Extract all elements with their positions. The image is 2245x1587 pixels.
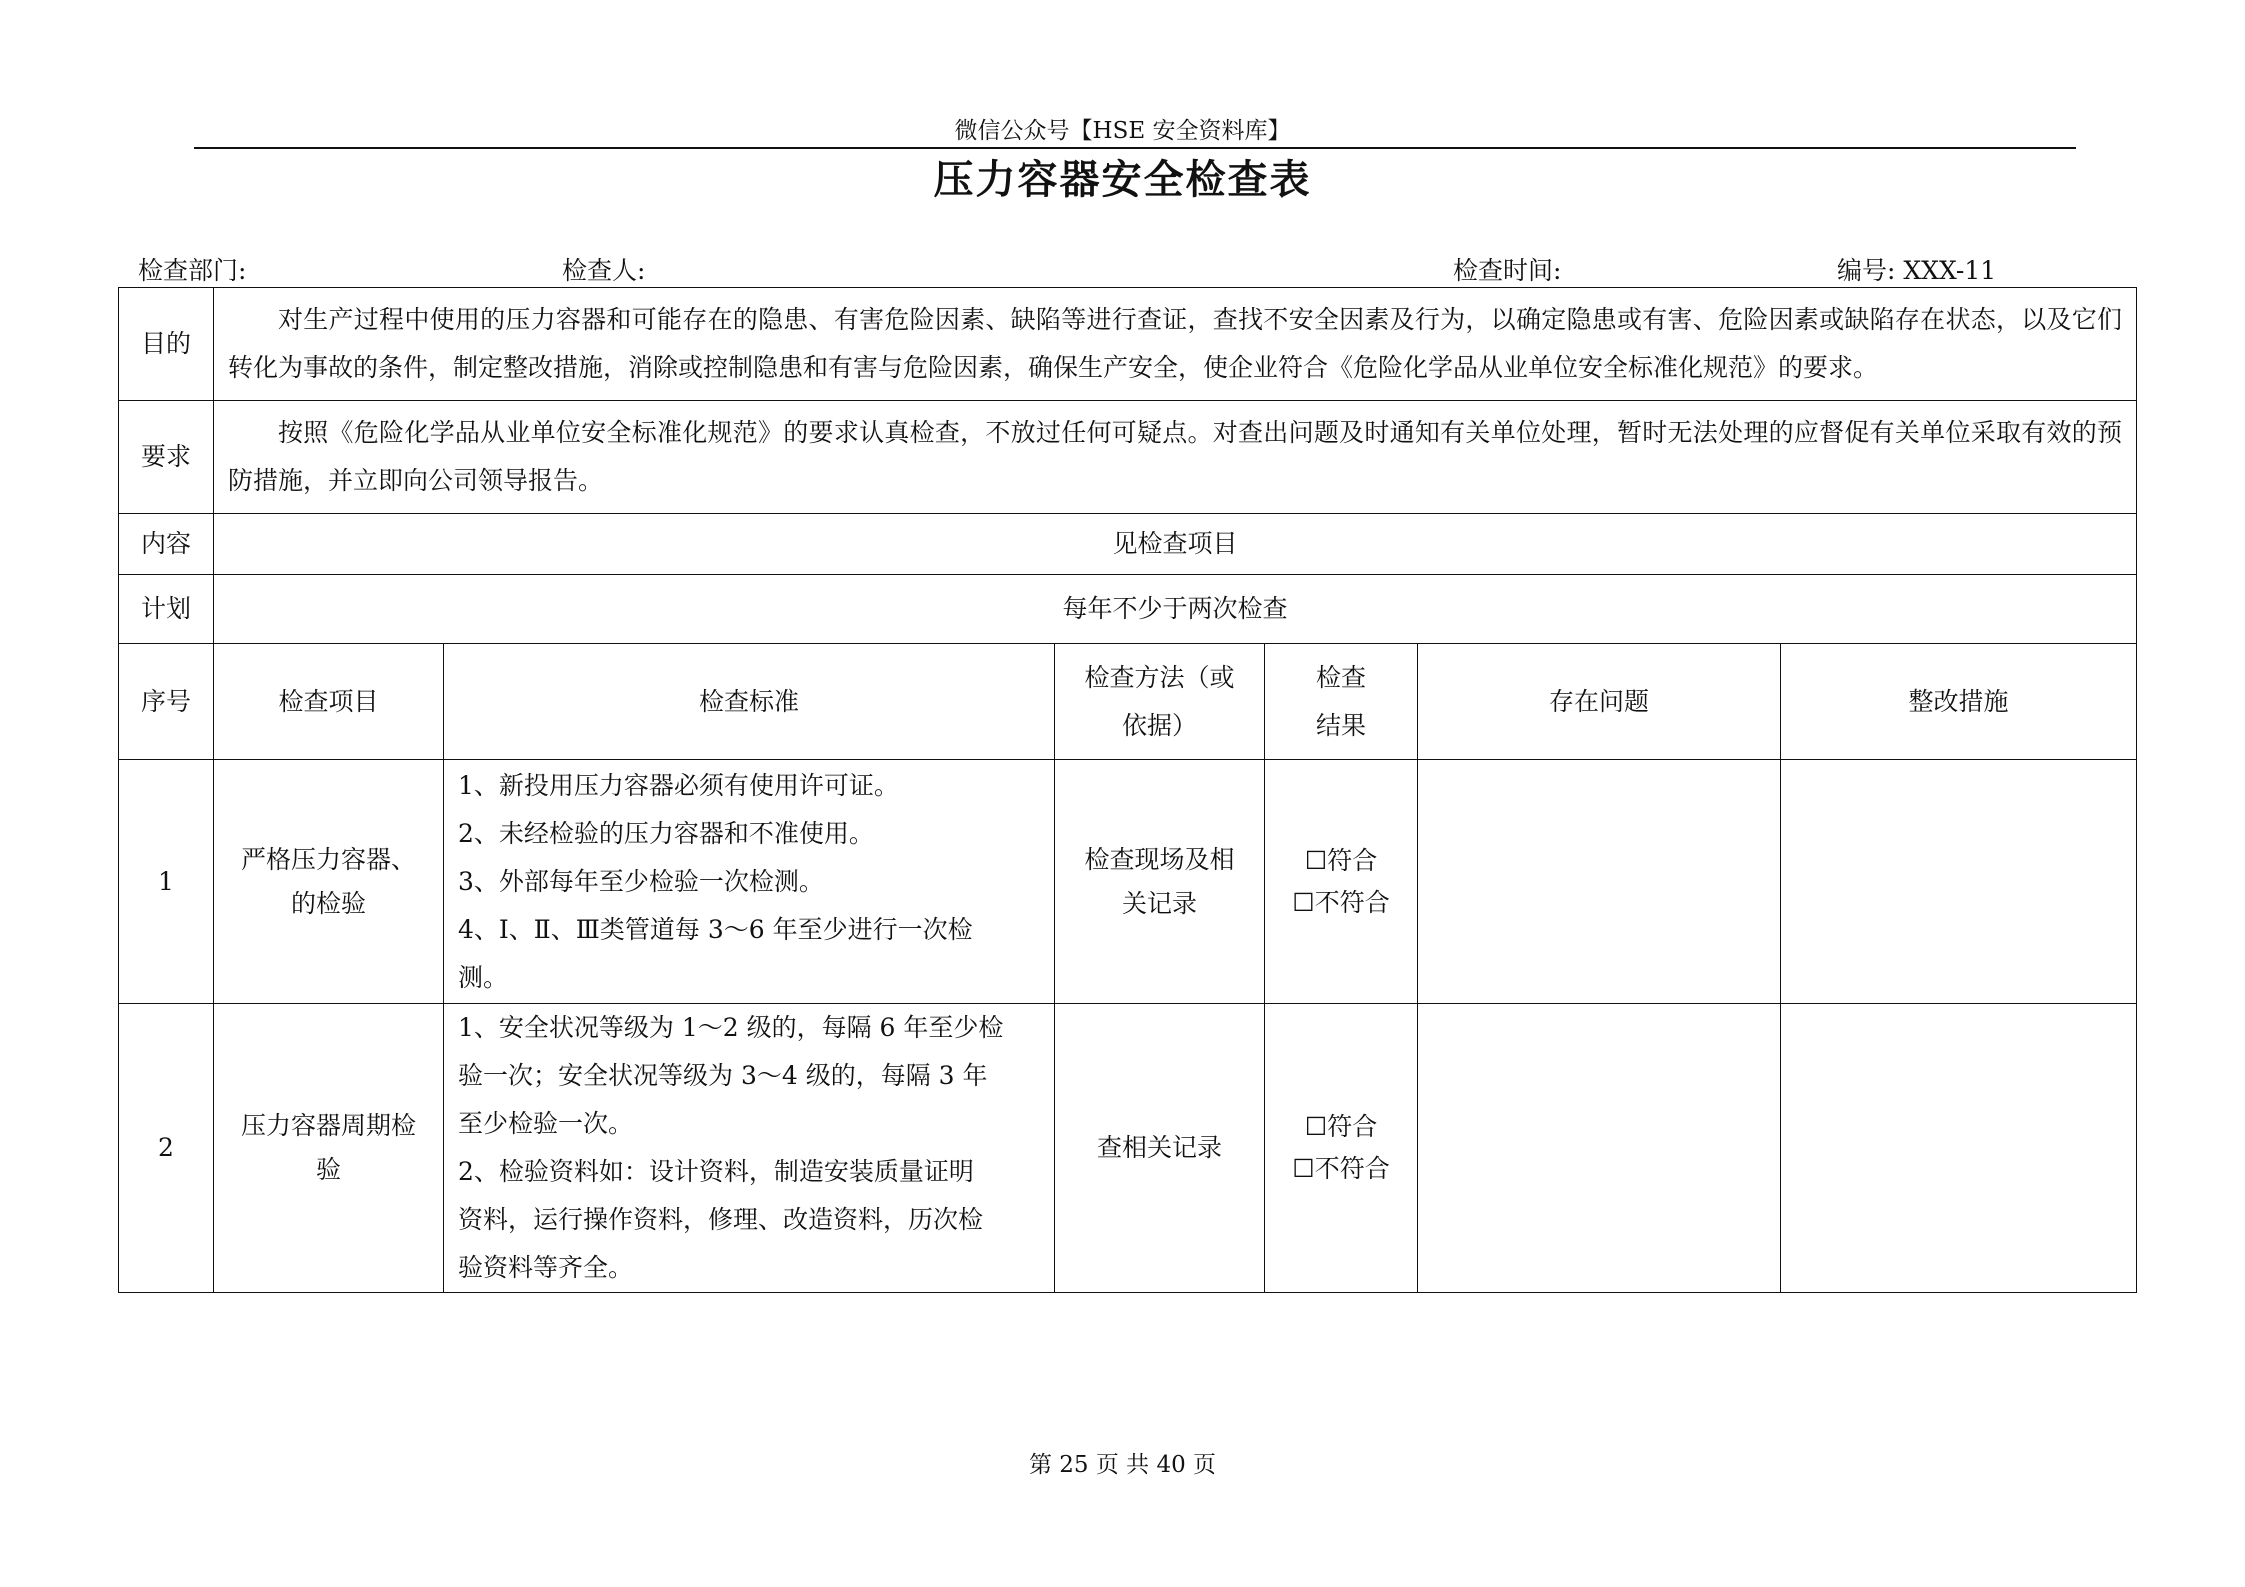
content-label: 内容	[119, 514, 214, 575]
col-result-line2: 结果	[1315, 710, 1366, 740]
row-fix-cell[interactable]	[1781, 760, 2137, 1004]
standard-line: 验一次；安全状况等级为 3～4 级的，每隔 3 年	[458, 1061, 988, 1090]
result-ok-checkbox[interactable]: ☐符合	[1304, 1112, 1378, 1141]
standard-line: 1、安全状况等级为 1～2 级的，每隔 6 年至少检	[458, 1013, 1004, 1042]
row-item-line2: 的检验	[290, 888, 366, 918]
row-fix-cell[interactable]	[1781, 1004, 2137, 1293]
standard-line: 2、未经检验的压力容器和不准使用。	[458, 818, 874, 848]
row-item-line1: 压力容器周期检	[240, 1111, 416, 1140]
row-result	[1265, 1004, 1418, 1293]
col-method-line2: 依据）	[1121, 710, 1197, 740]
table-row	[119, 760, 2137, 1004]
standard-line: 测。	[458, 962, 509, 992]
requirement-row	[119, 401, 2137, 514]
row-method-line2: 关记录	[1121, 888, 1197, 918]
requirement-label: 要求	[119, 401, 214, 514]
standard-line: 资料，运行操作资料，修理、改造资料，历次检	[458, 1205, 984, 1234]
row-method-line1: 查相关记录	[1096, 1133, 1222, 1162]
row-standard	[444, 1004, 1055, 1293]
col-result	[1265, 644, 1418, 760]
document-title: 压力容器安全检查表	[933, 156, 1312, 203]
plan-label: 计划	[119, 575, 214, 644]
row-item	[214, 760, 444, 1004]
col-fix: 整改措施	[1781, 644, 2137, 760]
row-item	[214, 1004, 444, 1293]
col-method-line1: 检查方法（或	[1084, 662, 1235, 692]
plan-text: 每年不少于两次检查	[214, 575, 2137, 644]
plan-row	[119, 575, 2137, 644]
row-method	[1055, 1004, 1265, 1293]
row-issue-cell[interactable]	[1418, 760, 1781, 1004]
number-label: 编号: XXX-11	[1837, 256, 1997, 285]
table-row	[119, 1004, 2137, 1293]
row-seq: 2	[119, 1004, 214, 1293]
col-seq: 序号	[119, 644, 214, 760]
row-method	[1055, 760, 1265, 1004]
standard-line: 3、外部每年至少检验一次检测。	[458, 866, 824, 896]
standard-line: 2、检验资料如：设计资料，制造安装质量证明	[458, 1157, 974, 1186]
result-ng-checkbox[interactable]: ☐不符合	[1292, 887, 1390, 917]
standard-line: 至少检验一次。	[458, 1109, 634, 1138]
row-method-line1: 检查现场及相	[1084, 844, 1235, 874]
row-result	[1265, 760, 1418, 1004]
time-label: 检查时间:	[1453, 256, 1562, 285]
requirement-text: 按照《危险化学品从业单位安全标准化规范》的要求认真检查，不放过任何可疑点。对查出问题及时通知有关单位处理，暂时无法处理的应督促有关单位采取有效的预防措施，并立即向公司领导报告。	[214, 401, 2137, 514]
row-issue-cell[interactable]	[1418, 1004, 1781, 1293]
col-issue: 存在问题	[1418, 644, 1781, 760]
purpose-row	[119, 288, 2137, 401]
standard-line: 1、新投用压力容器必须有使用许可证。	[458, 770, 899, 800]
row-item-line1: 严格压力容器、	[240, 844, 416, 874]
result-ng-checkbox[interactable]: ☐不符合	[1292, 1154, 1390, 1183]
document-header-source: 微信公众号【HSE 安全资料库】	[954, 118, 1291, 144]
col-standard: 检查标准	[444, 644, 1055, 760]
page-number: 第 25 页 共 40 页	[1028, 1452, 1217, 1478]
row-item-line2: 验	[315, 1155, 341, 1184]
row-seq: 1	[119, 760, 214, 1004]
content-text: 见检查项目	[214, 514, 2137, 575]
standard-line: 4、Ⅰ、Ⅱ、Ⅲ类管道每 3～6 年至少进行一次检	[458, 914, 973, 944]
col-method	[1055, 644, 1265, 760]
purpose-label: 目的	[119, 288, 214, 401]
inspection-table	[118, 287, 2137, 1293]
col-result-line1: 检查	[1315, 662, 1366, 692]
purpose-text: 对生产过程中使用的压力容器和可能存在的隐患、有害危险因素、缺陷等进行查证，查找不安全因素及行为，以确定隐患或有害、危险因素或缺陷存在状态，以及它们转化为事故的条件，制定整改措施，消除或控制隐患和有害与危险因素，确保生产安全，使企业符合《危险化学品从业单位安全标准化规范》的要求。	[214, 288, 2137, 401]
col-item: 检查项目	[214, 644, 444, 760]
content-row	[119, 514, 2137, 575]
dept-label: 检查部门:	[138, 256, 247, 285]
column-header-row	[119, 644, 2137, 760]
inspector-label: 检查人:	[562, 256, 646, 285]
standard-line: 验资料等齐全。	[458, 1253, 634, 1282]
row-standard	[444, 760, 1055, 1004]
result-ok-checkbox[interactable]: ☐符合	[1304, 845, 1378, 875]
